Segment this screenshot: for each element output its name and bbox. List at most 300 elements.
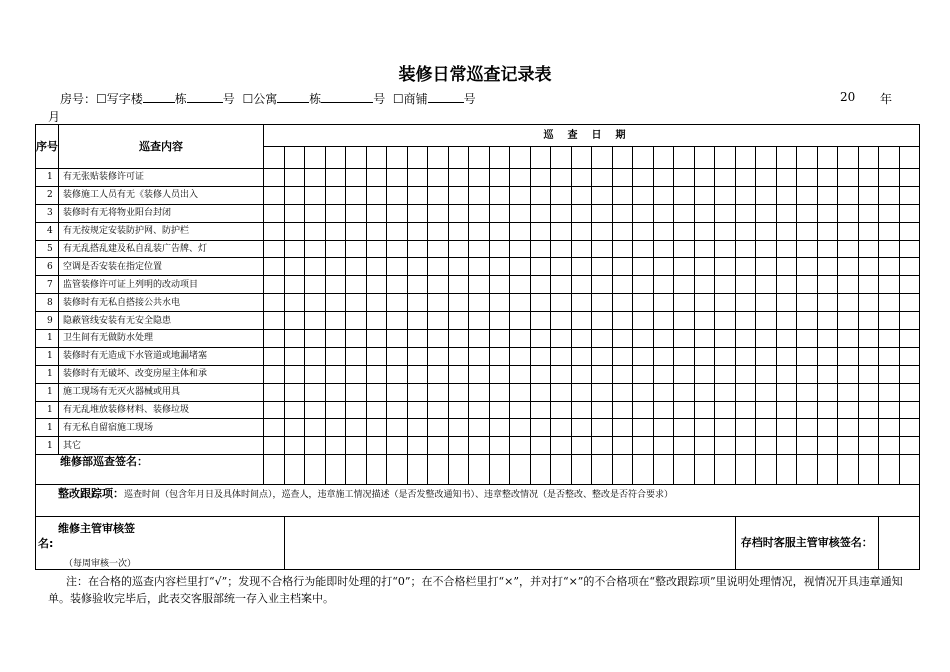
check-cell[interactable] [530,169,551,187]
check-cell[interactable] [387,186,408,204]
check-cell[interactable] [776,276,797,294]
check-cell[interactable] [305,347,326,365]
check-cell[interactable] [284,419,305,437]
check-cell[interactable] [428,401,449,419]
check-cell[interactable] [284,330,305,348]
check-cell[interactable] [428,383,449,401]
check-cell[interactable] [448,240,469,258]
check-cell[interactable] [489,330,510,348]
check-cell[interactable] [694,401,715,419]
check-cell[interactable] [735,240,756,258]
check-cell[interactable] [674,258,695,276]
check-cell[interactable] [387,437,408,455]
check-cell[interactable] [735,169,756,187]
check-cell[interactable] [694,186,715,204]
check-cell[interactable] [776,419,797,437]
date-cell[interactable] [387,147,408,169]
check-cell[interactable] [346,240,367,258]
check-cell[interactable] [387,294,408,312]
signature-cell[interactable] [838,455,859,485]
signature-cell[interactable] [469,455,490,485]
check-cell[interactable] [571,186,592,204]
check-cell[interactable] [305,204,326,222]
check-cell[interactable] [797,222,818,240]
check-cell[interactable] [694,222,715,240]
date-cell[interactable] [735,147,756,169]
check-cell[interactable] [653,276,674,294]
signature-cell[interactable] [858,455,879,485]
check-cell[interactable] [448,437,469,455]
check-cell[interactable] [530,276,551,294]
check-cell[interactable] [817,383,838,401]
check-cell[interactable] [858,222,879,240]
check-cell[interactable] [305,365,326,383]
check-cell[interactable] [305,401,326,419]
apartment-checkbox[interactable]: ☐公寓 [242,92,278,106]
check-cell[interactable] [633,258,654,276]
check-cell[interactable] [428,258,449,276]
check-cell[interactable] [858,294,879,312]
check-cell[interactable] [633,222,654,240]
check-cell[interactable] [879,240,900,258]
check-cell[interactable] [551,258,572,276]
check-cell[interactable] [510,401,531,419]
check-cell[interactable] [592,312,613,330]
check-cell[interactable] [612,312,633,330]
check-cell[interactable] [448,186,469,204]
check-cell[interactable] [264,419,285,437]
check-cell[interactable] [530,437,551,455]
check-cell[interactable] [325,312,346,330]
check-cell[interactable] [858,383,879,401]
signature-cell[interactable] [653,455,674,485]
signature-cell[interactable] [448,455,469,485]
date-cell[interactable] [469,147,490,169]
check-cell[interactable] [899,365,920,383]
check-cell[interactable] [612,169,633,187]
check-cell[interactable] [489,347,510,365]
check-cell[interactable] [776,240,797,258]
check-cell[interactable] [448,294,469,312]
check-cell[interactable] [592,294,613,312]
check-cell[interactable] [879,169,900,187]
check-cell[interactable] [469,401,490,419]
check-cell[interactable] [284,312,305,330]
date-cell[interactable] [305,147,326,169]
check-cell[interactable] [879,276,900,294]
check-cell[interactable] [674,276,695,294]
check-cell[interactable] [530,204,551,222]
check-cell[interactable] [817,204,838,222]
check-cell[interactable] [715,437,736,455]
check-cell[interactable] [735,383,756,401]
check-cell[interactable] [489,222,510,240]
date-cell[interactable] [592,147,613,169]
check-cell[interactable] [838,419,859,437]
check-cell[interactable] [735,204,756,222]
check-cell[interactable] [551,419,572,437]
check-cell[interactable] [653,294,674,312]
check-cell[interactable] [879,258,900,276]
check-cell[interactable] [612,186,633,204]
check-cell[interactable] [797,347,818,365]
check-cell[interactable] [571,330,592,348]
check-cell[interactable] [284,258,305,276]
check-cell[interactable] [879,294,900,312]
check-cell[interactable] [653,186,674,204]
check-cell[interactable] [879,365,900,383]
apartment-building-blank[interactable] [277,90,309,103]
check-cell[interactable] [756,330,777,348]
check-cell[interactable] [592,383,613,401]
check-cell[interactable] [428,312,449,330]
check-cell[interactable] [366,401,387,419]
date-cell[interactable] [264,147,285,169]
check-cell[interactable] [325,365,346,383]
date-cell[interactable] [510,147,531,169]
check-cell[interactable] [715,294,736,312]
check-cell[interactable] [612,365,633,383]
check-cell[interactable] [469,330,490,348]
check-cell[interactable] [879,437,900,455]
check-cell[interactable] [571,240,592,258]
check-cell[interactable] [305,330,326,348]
check-cell[interactable] [899,437,920,455]
check-cell[interactable] [715,401,736,419]
check-cell[interactable] [428,204,449,222]
check-cell[interactable] [633,186,654,204]
check-cell[interactable] [284,186,305,204]
check-cell[interactable] [838,383,859,401]
check-cell[interactable] [653,330,674,348]
check-cell[interactable] [592,222,613,240]
date-cell[interactable] [817,147,838,169]
shop-number-blank[interactable] [428,90,464,103]
check-cell[interactable] [838,169,859,187]
check-cell[interactable] [797,401,818,419]
check-cell[interactable] [325,294,346,312]
check-cell[interactable] [571,347,592,365]
check-cell[interactable] [776,383,797,401]
check-cell[interactable] [407,222,428,240]
check-cell[interactable] [817,330,838,348]
signature-cell[interactable] [551,455,572,485]
check-cell[interactable] [858,401,879,419]
signature-cell[interactable] [612,455,633,485]
check-cell[interactable] [284,383,305,401]
check-cell[interactable] [366,222,387,240]
date-cell[interactable] [448,147,469,169]
signature-cell[interactable] [776,455,797,485]
apartment-number-blank[interactable] [321,90,373,103]
check-cell[interactable] [551,204,572,222]
check-cell[interactable] [448,383,469,401]
check-cell[interactable] [284,365,305,383]
check-cell[interactable] [674,222,695,240]
followup-cell[interactable] [36,485,920,517]
check-cell[interactable] [448,312,469,330]
check-cell[interactable] [346,419,367,437]
check-cell[interactable] [776,401,797,419]
check-cell[interactable] [510,365,531,383]
check-cell[interactable] [510,169,531,187]
check-cell[interactable] [838,401,859,419]
check-cell[interactable] [530,401,551,419]
check-cell[interactable] [817,365,838,383]
check-cell[interactable] [346,222,367,240]
check-cell[interactable] [264,347,285,365]
check-cell[interactable] [592,401,613,419]
check-cell[interactable] [592,258,613,276]
check-cell[interactable] [551,365,572,383]
check-cell[interactable] [387,419,408,437]
date-cell[interactable] [407,147,428,169]
check-cell[interactable] [858,169,879,187]
check-cell[interactable] [284,222,305,240]
check-cell[interactable] [776,347,797,365]
signature-cell[interactable] [879,455,900,485]
check-cell[interactable] [592,169,613,187]
check-cell[interactable] [264,186,285,204]
check-cell[interactable] [407,365,428,383]
check-cell[interactable] [715,240,736,258]
check-cell[interactable] [858,347,879,365]
check-cell[interactable] [899,419,920,437]
check-cell[interactable] [448,222,469,240]
check-cell[interactable] [899,258,920,276]
check-cell[interactable] [571,401,592,419]
check-cell[interactable] [797,312,818,330]
date-cell[interactable] [284,147,305,169]
check-cell[interactable] [612,419,633,437]
check-cell[interactable] [489,186,510,204]
manager-signature-field[interactable] [284,517,735,570]
check-cell[interactable] [530,365,551,383]
check-cell[interactable] [899,312,920,330]
check-cell[interactable] [407,330,428,348]
check-cell[interactable] [694,419,715,437]
check-cell[interactable] [633,383,654,401]
signature-cell[interactable] [715,455,736,485]
check-cell[interactable] [858,365,879,383]
signature-cell[interactable] [592,455,613,485]
check-cell[interactable] [899,330,920,348]
check-cell[interactable] [756,365,777,383]
check-cell[interactable] [715,222,736,240]
check-cell[interactable] [428,365,449,383]
check-cell[interactable] [284,169,305,187]
check-cell[interactable] [899,383,920,401]
check-cell[interactable] [653,204,674,222]
check-cell[interactable] [530,222,551,240]
check-cell[interactable] [551,240,572,258]
check-cell[interactable] [633,437,654,455]
office-checkbox[interactable]: ☐写字楼 [96,92,143,106]
check-cell[interactable] [510,294,531,312]
check-cell[interactable] [653,258,674,276]
check-cell[interactable] [592,330,613,348]
signature-cell[interactable] [284,455,305,485]
check-cell[interactable] [469,222,490,240]
check-cell[interactable] [366,169,387,187]
check-cell[interactable] [592,347,613,365]
check-cell[interactable] [428,419,449,437]
check-cell[interactable] [633,419,654,437]
check-cell[interactable] [694,169,715,187]
signature-cell[interactable] [264,455,285,485]
check-cell[interactable] [530,383,551,401]
check-cell[interactable] [776,294,797,312]
check-cell[interactable] [715,383,736,401]
check-cell[interactable] [592,276,613,294]
check-cell[interactable] [612,294,633,312]
check-cell[interactable] [571,383,592,401]
check-cell[interactable] [838,312,859,330]
check-cell[interactable] [797,365,818,383]
check-cell[interactable] [633,330,654,348]
date-cell[interactable] [530,147,551,169]
check-cell[interactable] [387,330,408,348]
check-cell[interactable] [612,240,633,258]
check-cell[interactable] [756,401,777,419]
check-cell[interactable] [387,258,408,276]
check-cell[interactable] [633,401,654,419]
check-cell[interactable] [264,365,285,383]
date-cell[interactable] [428,147,449,169]
check-cell[interactable] [366,258,387,276]
check-cell[interactable] [612,222,633,240]
check-cell[interactable] [325,383,346,401]
check-cell[interactable] [264,258,285,276]
check-cell[interactable] [469,294,490,312]
signature-cell[interactable] [899,455,920,485]
check-cell[interactable] [776,330,797,348]
check-cell[interactable] [469,258,490,276]
check-cell[interactable] [633,365,654,383]
check-cell[interactable] [366,204,387,222]
check-cell[interactable] [346,186,367,204]
check-cell[interactable] [551,294,572,312]
check-cell[interactable] [407,347,428,365]
check-cell[interactable] [899,401,920,419]
check-cell[interactable] [899,347,920,365]
date-cell[interactable] [325,147,346,169]
check-cell[interactable] [797,419,818,437]
check-cell[interactable] [653,312,674,330]
check-cell[interactable] [448,401,469,419]
check-cell[interactable] [469,240,490,258]
check-cell[interactable] [838,204,859,222]
check-cell[interactable] [776,169,797,187]
check-cell[interactable] [797,258,818,276]
check-cell[interactable] [899,294,920,312]
check-cell[interactable] [551,222,572,240]
check-cell[interactable] [879,312,900,330]
check-cell[interactable] [633,294,654,312]
archive-signature-field[interactable] [879,517,920,570]
check-cell[interactable] [817,240,838,258]
check-cell[interactable] [694,204,715,222]
check-cell[interactable] [305,419,326,437]
check-cell[interactable] [387,312,408,330]
check-cell[interactable] [346,437,367,455]
check-cell[interactable] [879,222,900,240]
check-cell[interactable] [530,312,551,330]
check-cell[interactable] [448,276,469,294]
check-cell[interactable] [735,222,756,240]
check-cell[interactable] [489,258,510,276]
date-cell[interactable] [489,147,510,169]
check-cell[interactable] [510,186,531,204]
signature-cell[interactable] [633,455,654,485]
check-cell[interactable] [756,186,777,204]
check-cell[interactable] [694,383,715,401]
check-cell[interactable] [469,437,490,455]
check-cell[interactable] [448,330,469,348]
check-cell[interactable] [489,169,510,187]
check-cell[interactable] [817,222,838,240]
shop-checkbox[interactable]: ☐商铺 [392,92,428,106]
check-cell[interactable] [387,204,408,222]
check-cell[interactable] [551,312,572,330]
check-cell[interactable] [879,347,900,365]
check-cell[interactable] [510,276,531,294]
check-cell[interactable] [325,437,346,455]
signature-cell[interactable] [366,455,387,485]
check-cell[interactable] [674,365,695,383]
check-cell[interactable] [858,258,879,276]
check-cell[interactable] [387,240,408,258]
check-cell[interactable] [346,330,367,348]
check-cell[interactable] [428,186,449,204]
check-cell[interactable] [305,312,326,330]
check-cell[interactable] [428,330,449,348]
check-cell[interactable] [653,222,674,240]
check-cell[interactable] [366,294,387,312]
check-cell[interactable] [797,383,818,401]
check-cell[interactable] [715,419,736,437]
check-cell[interactable] [612,258,633,276]
date-cell[interactable] [879,147,900,169]
check-cell[interactable] [387,169,408,187]
check-cell[interactable] [489,383,510,401]
check-cell[interactable] [592,204,613,222]
check-cell[interactable] [592,419,613,437]
date-cell[interactable] [776,147,797,169]
check-cell[interactable] [838,294,859,312]
signature-cell[interactable] [489,455,510,485]
check-cell[interactable] [735,312,756,330]
check-cell[interactable] [284,240,305,258]
check-cell[interactable] [510,204,531,222]
check-cell[interactable] [407,258,428,276]
check-cell[interactable] [305,276,326,294]
check-cell[interactable] [879,419,900,437]
check-cell[interactable] [305,169,326,187]
check-cell[interactable] [797,169,818,187]
check-cell[interactable] [366,330,387,348]
check-cell[interactable] [510,312,531,330]
check-cell[interactable] [428,222,449,240]
check-cell[interactable] [366,383,387,401]
check-cell[interactable] [756,347,777,365]
signature-cell[interactable] [325,455,346,485]
check-cell[interactable] [633,169,654,187]
check-cell[interactable] [879,186,900,204]
check-cell[interactable] [653,169,674,187]
check-cell[interactable] [674,312,695,330]
check-cell[interactable] [592,186,613,204]
